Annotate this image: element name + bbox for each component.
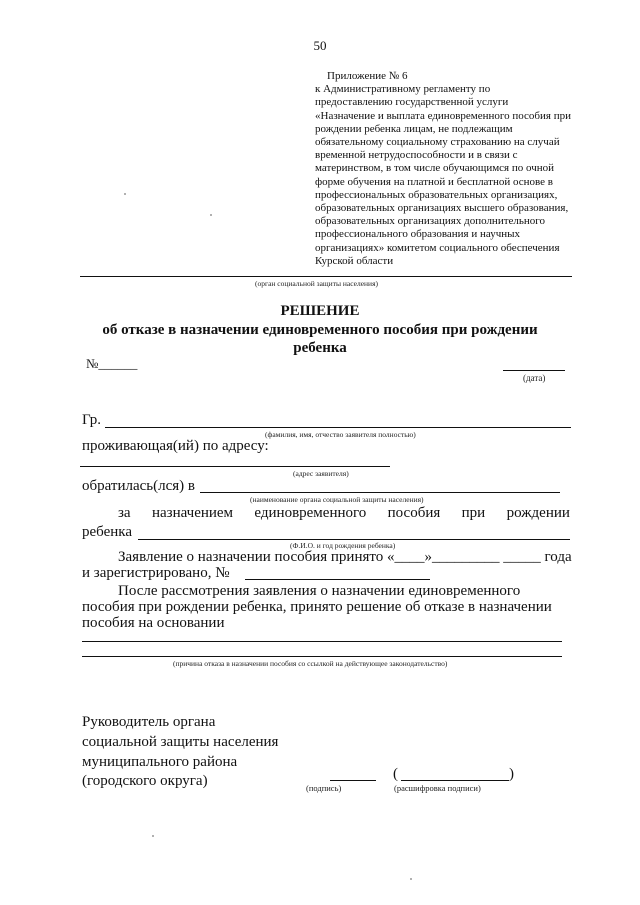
review-line: После рассмотрения заявления о назначении единовременного xyxy=(118,583,521,599)
citizen-line[interactable] xyxy=(105,427,571,428)
appendix-line: профессионального образования и научных xyxy=(315,228,520,241)
registered-label: и зарегистрировано, № xyxy=(82,565,230,581)
signature-line[interactable] xyxy=(330,780,376,781)
appendix-line: Курской области xyxy=(315,254,394,267)
decision-title: РЕШЕНИЕ xyxy=(280,303,360,319)
purpose-word: назначением xyxy=(151,505,234,521)
child-line[interactable] xyxy=(138,539,570,540)
purpose-word: рождении xyxy=(506,505,570,521)
reason-line[interactable] xyxy=(82,656,562,657)
child-caption: (Ф.И.О. и год рождения ребенка) xyxy=(290,541,396,550)
applied-label: обратилась(лся) в xyxy=(82,478,195,494)
appendix-line: организациях» комитетом социального обеспечения xyxy=(315,241,560,254)
purpose-line xyxy=(118,505,570,522)
appendix-line: временной нетрудоспособности и в связи с xyxy=(315,149,518,162)
appendix-line: форме обучения на платной и бесплатной основе в xyxy=(315,175,553,188)
appendix-line: «Назначение и выплата единовременного пособия при xyxy=(315,109,571,122)
decoding-caption: (расшифровка подписи) xyxy=(394,783,481,793)
purpose-word: за xyxy=(118,505,131,521)
appendix-line: предоставлению государственной услуги xyxy=(315,96,509,109)
decoding-open-paren: ( xyxy=(393,766,398,782)
address-line[interactable] xyxy=(80,466,390,467)
signature-caption: (подпись) xyxy=(306,783,342,793)
signatory-line: муниципального района xyxy=(82,754,238,770)
scan-speck xyxy=(210,214,212,216)
registration-number-line[interactable] xyxy=(245,579,430,580)
decoding-line[interactable] xyxy=(401,780,509,781)
child-label: ребенка xyxy=(82,524,132,540)
citizen-label: Гр. xyxy=(82,412,101,428)
appendix-line: обязательному социальному страхованию на случай xyxy=(315,136,560,149)
decision-subtitle-cont: ребенка xyxy=(293,340,347,356)
organ-name-line[interactable] xyxy=(200,492,560,493)
org-caption: (орган социальной защиты населения) xyxy=(255,279,379,288)
appendix-line: Приложение № 6 xyxy=(327,70,408,82)
reason-caption: (причина отказа в назначении пособия со ссылкой на действующее законодательство) xyxy=(173,659,448,668)
appendix-block xyxy=(315,70,570,268)
scan-speck xyxy=(124,193,126,195)
appendix-line: материнством, в том числе обучающимся по очной xyxy=(315,162,555,175)
appendix-line: образовательных организациях высшего образования, xyxy=(315,202,569,215)
date-caption: (дата) xyxy=(523,373,546,383)
appendix-line: к Административному регламенту по xyxy=(315,83,491,96)
purpose-word: единовременного xyxy=(254,505,367,521)
decision-subtitle: об отказе в назначении единовременного пособия при рождении xyxy=(102,322,538,338)
scan-speck xyxy=(152,835,154,837)
org-line[interactable] xyxy=(80,276,572,277)
citizen-caption: (фамилия, имя, отчество заявителя полностью) xyxy=(265,430,416,439)
signatory-line: Руководитель органа xyxy=(82,714,216,730)
scan-speck xyxy=(410,878,412,880)
signatory-line: (городского округа) xyxy=(82,773,208,789)
purpose-word: при xyxy=(461,505,486,521)
review-line: пособия при рождении ребенка, принято решение об отказе в назначении xyxy=(82,599,552,615)
review-line: пособия на основании xyxy=(82,615,225,631)
decoding-close-paren: ) xyxy=(509,766,514,782)
applied-caption: (наименование органа социальной защиты населения) xyxy=(250,495,424,504)
reason-line[interactable] xyxy=(82,641,562,642)
accepted-line: Заявление о назначении пособия принято «____»_________ _____ года xyxy=(118,549,572,565)
appendix-line: образовательных организациях дополнительного xyxy=(315,215,546,228)
page-number: 50 xyxy=(313,38,327,53)
signatory-line: социальной защиты населения xyxy=(82,734,279,750)
appendix-line: рождении ребенка лицам, не подлежащим xyxy=(315,122,513,135)
appendix-line: профессиональных образовательных организациях, xyxy=(315,188,558,201)
residing-label: проживающая(ий) по адресу: xyxy=(82,438,269,454)
date-line[interactable] xyxy=(503,370,565,371)
address-caption: (адрес заявителя) xyxy=(293,469,349,478)
number-field[interactable]: №______ xyxy=(86,356,138,371)
purpose-word: пособия xyxy=(387,505,441,521)
